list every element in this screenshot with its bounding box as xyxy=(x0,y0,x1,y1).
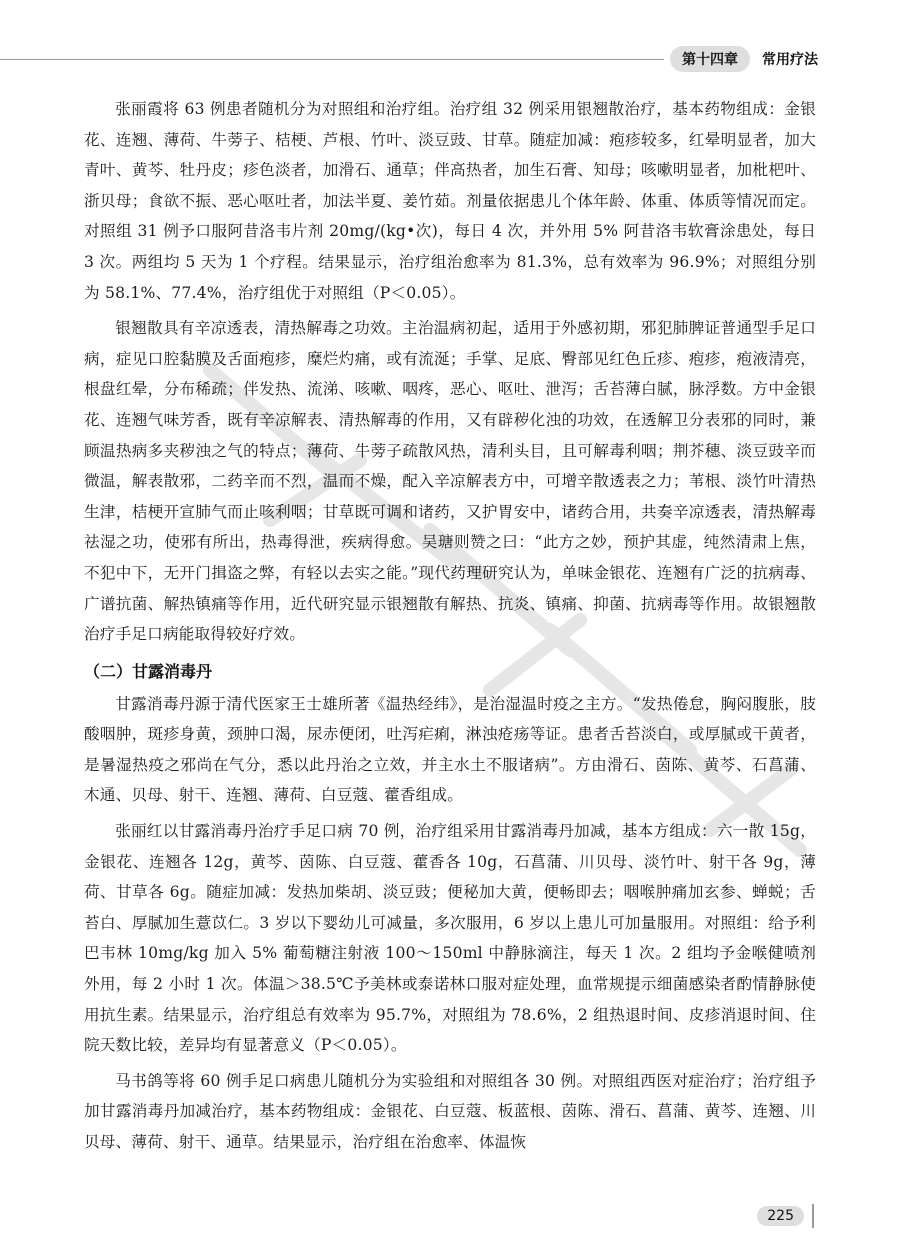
page-footer xyxy=(757,1204,814,1228)
page-body xyxy=(84,94,816,1163)
section-heading: （二）甘露消毒丹 xyxy=(84,661,213,681)
chapter-tab xyxy=(664,46,900,72)
paragraph: 马书鸽等将 60 例手足口病患儿随机分为实验组和对照组各 30 例。对照组西医对症治疗；治疗组予加甘露消毒丹加减治疗，基本药物组成：金银花、白豆蔻、板蓝根、茵陈、滑石、菖蒲、黄芩、连翘、川贝母、薄荷、射干、通草。结果显示，治疗组在治愈率、体温恢 xyxy=(84,1071,816,1151)
page-edge-bar xyxy=(812,1204,814,1228)
paragraph: 甘露消毒丹源于清代医家王士雄所著《温热经纬》，是治湿温时疫之主方。“发热倦怠，胸闷腹胀，肢酸咽肿，斑疹身黄，颈肿口渴，尿赤便闭，吐泻疟痢，淋浊疮疡等证。患者舌苔淡白，或厚腻或干黄者，是暑湿热疫之邪尚在气分，悉以此丹治之立效，并主水土不服诸病”。方由滑石、茵陈、黄芩、石菖蒲、木通、贝母、射干、连翘、薄荷、白豆蔻、藿香组成。 xyxy=(84,694,816,805)
running-header xyxy=(0,46,900,72)
page-number: 225 xyxy=(757,1206,804,1226)
chapter-title: 常用疗法 xyxy=(762,52,818,68)
chapter-label: 第十四章 xyxy=(670,46,750,72)
paragraph: 张丽霞将 63 例患者随机分为对照组和治疗组。治疗组 32 例采用银翘散治疗，基本药物组成：金银花、连翘、薄荷、牛蒡子、桔梗、芦根、竹叶、淡豆豉、甘草。随症加减：疱疹较多，红晕明显者，加大青叶、黄芩、牡丹皮；疹色淡者，加滑石、通草；伴高热者，加生石膏、知母；咳嗽明显者，加枇杷叶、浙贝母；食欲不振、恶心呕吐者，加法半夏、姜竹茹。剂量依据患儿个体年龄、体重、体质等情况而定。对照组 31 例予口服阿昔洛韦片剂 20mg/(kg•次)，每日 4 次，并外用 5% 阿昔洛韦软膏涂患处，每日 3 次。两组均 5 天为 1 个疗程。结果显示，治疗组治愈率为 81.3%，总有效率为 96.9%；对照组分别为 58.1%、77.4%，治疗组优于对照组（P＜0.05）。 xyxy=(84,100,816,302)
paragraph: 银翘散具有辛凉透表，清热解毒之功效。主治温病初起，适用于外感初期，邪犯肺脾证普通型手足口病，症见口腔黏膜及舌面疱疹，糜烂灼痛，或有流涎；手掌、足底、臀部见红色丘疹、疱疹，疱液清亮，根盘红晕，分布稀疏；伴发热、流涕、咳嗽、咽疼，恶心、呕吐、泄泻；舌苔薄白腻，脉浮数。方中金银花、连翘气味芳香，既有辛凉解表、清热解毒的作用，又有辟秽化浊的功效，在透解卫分表邪的同时，兼顾温热病多夹秽浊之气的特点；薄荷、牛蒡子疏散风热，清利头目，且可解毒利咽；荆芥穗、淡豆豉辛而微温，解表散邪，二药辛而不烈，温而不燥，配入辛凉解表方中，可增辛散透表之力；苇根、淡竹叶清热生津，桔梗开宣肺气而止咳利咽；甘草既可调和诸药，又护胃安中，诸药合用，共奏辛凉透表，清热解毒祛湿之功，使邪有所出，热毒得泄，疾病得愈。吴瑭则赞之曰：“此方之妙，预护其虚，纯然清肃上焦，不犯中下，无开门揖盗之弊，有轻以去实之能。”现代药理研究认为，单味金银花、连翘有广泛的抗病毒、广谱抗菌、解热镇痛等作用，近代研究显示银翘散有解热、抗炎、镇痛、抑菌、抗病毒等作用。故银翘散治疗手足口病能取得较好疗效。 xyxy=(84,319,816,644)
paragraph: 张丽红以甘露消毒丹治疗手足口病 70 例，治疗组采用甘露消毒丹加减，基本方组成：六一散 15g，金银花、连翘各 12g，黄芩、茵陈、白豆蔻、藿香各 10g，石菖蒲、川贝母、淡竹叶、射干各 9g，薄荷、甘草各 6g。随症加减：发热加柴胡、淡豆豉；便秘加大黄，便畅即去；咽喉肿痛加玄参、蝉蜕；舌苔白、厚腻加生薏苡仁。3 岁以下婴幼儿可减量，多次服用，6 岁以上患儿可加量服用。对照组：给予利巴韦林 10mg/kg 加入 5% 葡萄糖注射液 100～150ml 中静脉滴注，每天 1 次。2 组均予金喉健喷剂外用，每 2 小时 1 次。体温＞38.5℃予美林或泰诺林口服对症处理，血常规提示细菌感染者酌情静脉使用抗生素。结果显示，治疗组总有效率为 95.7%，对照组为 78.6%，2 组热退时间、皮疹消退时间、住院天数比较，差异均有显著意义（P＜0.05）。 xyxy=(84,822,816,1055)
